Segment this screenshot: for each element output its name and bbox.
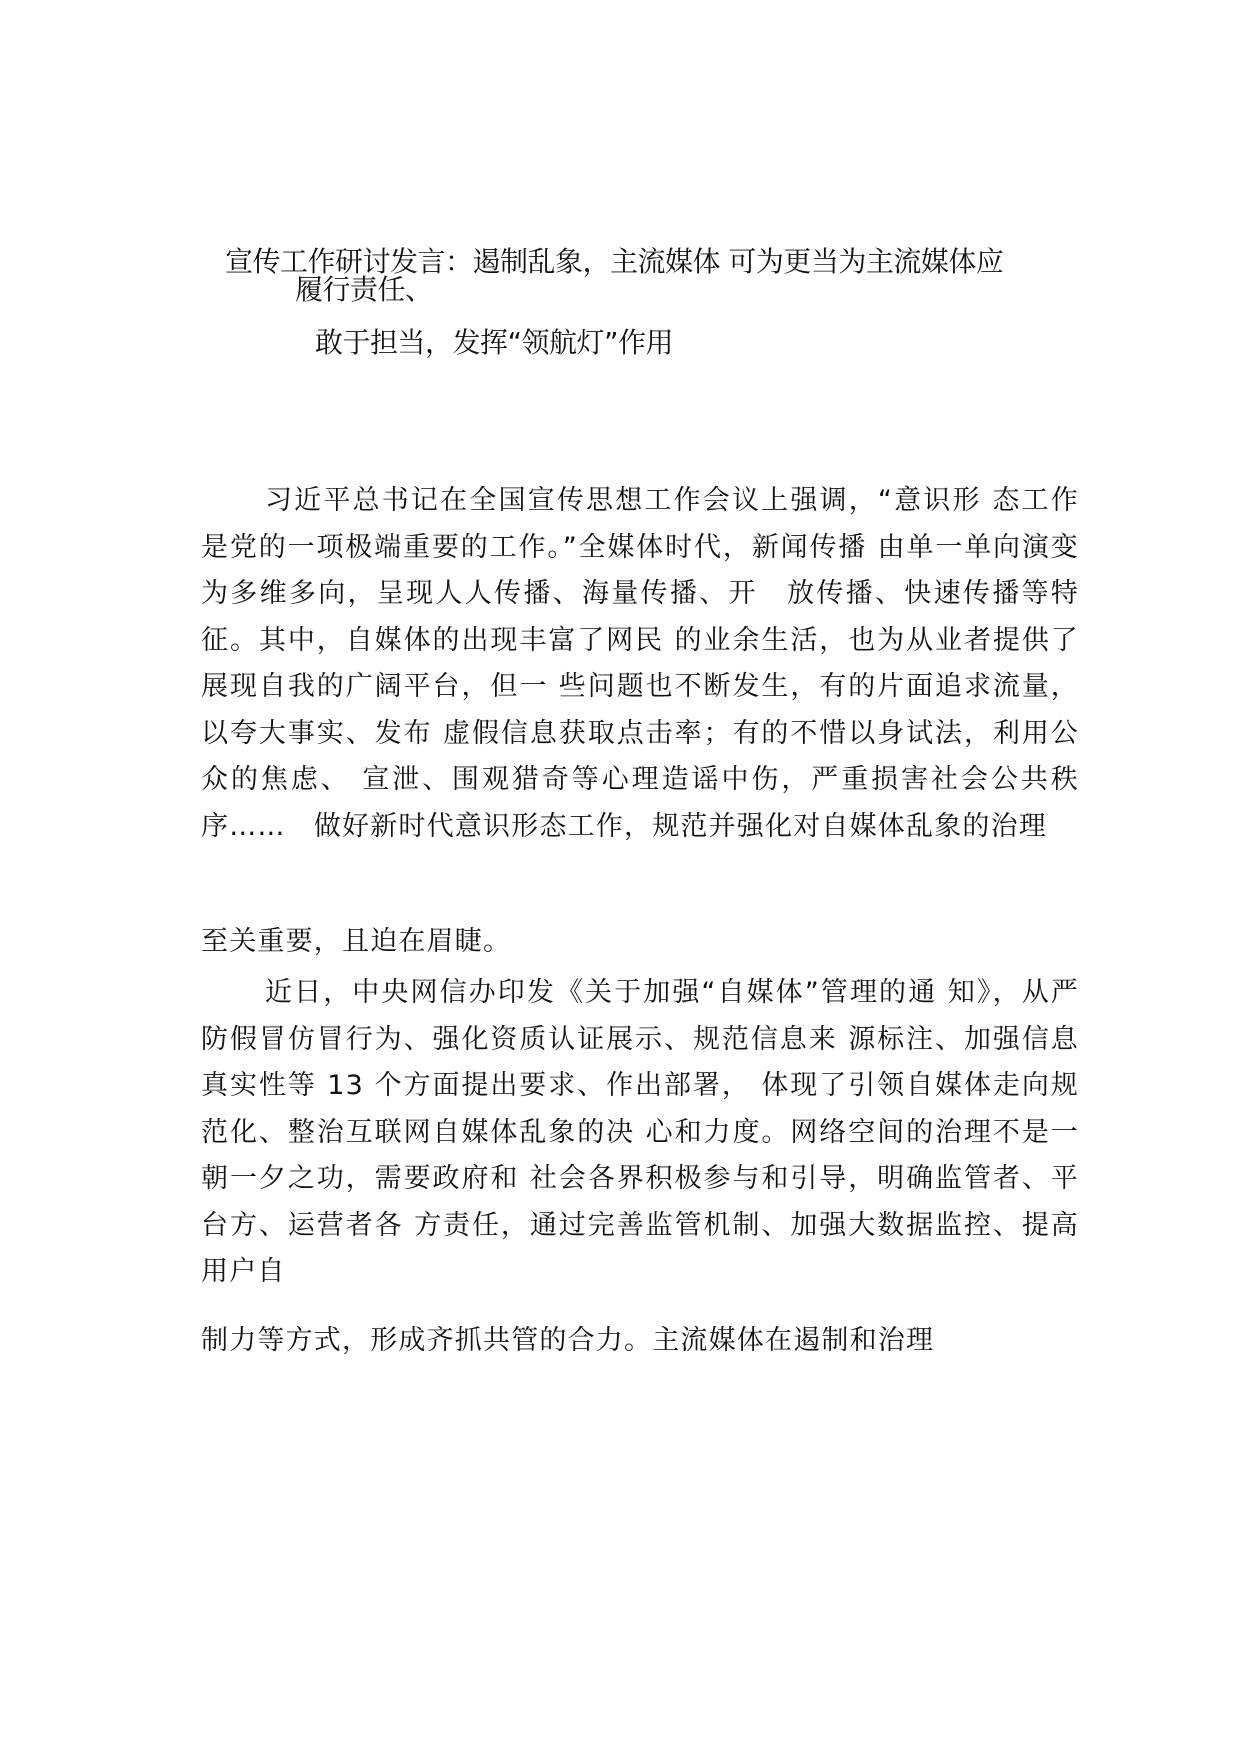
title-line-1: 宣传工作研讨发言：遏制乱象，主流媒体 可为更当为主流媒体应 [225, 245, 1004, 278]
title-line-3: 敢于担当，发挥“领航灯”作用 [315, 326, 674, 359]
body-paragraph-1-continuation: 至关重要，且迫在眉睫。 [201, 926, 512, 957]
body-paragraph-2: 近日，中央网信办印发《关于加强“自媒体”管理的通 知》，从严防假冒仿冒行为、强化资质认证展示、规范信息来 源标注、加强信息真实性等 13 个方面提出要求、作出部署， 体现了引领自媒体走向规范化、整治互联网自媒体乱象的决 心和力度。网络空间的治理不是一朝一夕之功，需要政府和 社会各界积极参与和引导，明确监管者、平台方、运营者各 方责任，通过完善监管机制、加强大数据监控、提高用户自 [201, 977, 1079, 1287]
body-paragraph-1: 习近平总书记在全国宣传思想工作会议上强调，“意识形 态工作是党的一项极端重要的工作。”全媒体时代，新闻传播 由单一单向演变为多维多向，呈现人人传播、海量传播、开 放传播、快速传播等特征。其中，自媒体的出现丰富了网民 的业余生活，也为从业者提供了展现自我的广阔平台，但一 些问题也不断发生，有的片面追求流量，以夸大事实、发布 虚假信息获取点击率；有的不惜以身试法，利用公众的焦虑、 宣泄、围观猎奇等心理造谣中伤，严重损害社会公共秩序…… 做好新时代意识形态工作，规范并强化对自媒体乱象的治理 [201, 485, 1079, 842]
body-paragraph-2-continuation: 制力等方式，形成齐抓共管的合力。主流媒体在遏制和治理 [201, 1325, 935, 1356]
title-line-2: 履行责任、 [295, 273, 433, 306]
